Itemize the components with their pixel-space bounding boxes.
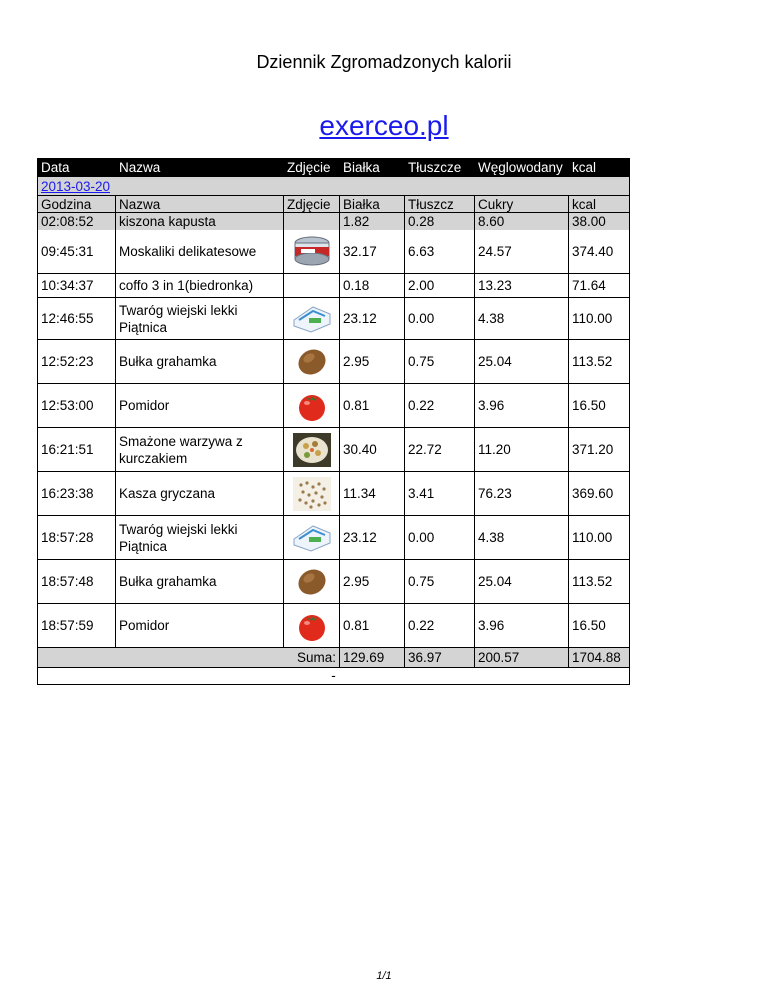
entry-carbs: 4.38 bbox=[475, 516, 569, 560]
entry-protein: 1.82 bbox=[340, 213, 405, 230]
entry-protein: 30.40 bbox=[340, 428, 405, 472]
header-tluszcze: Tłuszcze bbox=[405, 158, 475, 177]
page-number: 1/1 bbox=[376, 970, 392, 982]
entry-kcal: 71.64 bbox=[569, 274, 630, 298]
calorie-log-table bbox=[37, 158, 630, 685]
entry-protein: 11.34 bbox=[340, 472, 405, 516]
table-row bbox=[38, 384, 630, 428]
entry-carbs: 11.20 bbox=[475, 428, 569, 472]
table-row bbox=[38, 560, 630, 604]
table-row bbox=[38, 472, 630, 516]
header-weglowodany: Węglowodany bbox=[475, 158, 569, 177]
entry-name: Moskaliki delikatesowe bbox=[116, 230, 284, 274]
entry-kcal: 371.20 bbox=[569, 428, 630, 472]
entry-name: kiszona kapusta bbox=[116, 213, 284, 230]
tomato-icon bbox=[287, 609, 336, 643]
entry-protein: 0.18 bbox=[340, 274, 405, 298]
entry-carbs: 3.96 bbox=[475, 384, 569, 428]
entry-time: 09:45:31 bbox=[38, 230, 116, 274]
entry-fat: 0.75 bbox=[405, 340, 475, 384]
bread-roll-icon bbox=[287, 345, 336, 379]
subheader-zdjecie: Zdjęcie bbox=[284, 196, 340, 213]
header-kcal: kcal bbox=[569, 158, 630, 177]
entry-protein: 32.17 bbox=[340, 230, 405, 274]
entry-photo bbox=[284, 213, 340, 230]
entry-carbs: 25.04 bbox=[475, 340, 569, 384]
entry-name: Bułka grahamka bbox=[116, 340, 284, 384]
entry-photo bbox=[284, 298, 340, 340]
subheader-kcal: kcal bbox=[569, 196, 630, 213]
entry-time: 12:53:00 bbox=[38, 384, 116, 428]
entry-name: Twaróg wiejski lekki Piątnica bbox=[116, 516, 284, 560]
entry-fat: 0.22 bbox=[405, 384, 475, 428]
entry-time: 16:23:38 bbox=[38, 472, 116, 516]
entry-time: 12:52:23 bbox=[38, 340, 116, 384]
subheader-tluszcz: Tłuszcz bbox=[405, 196, 475, 213]
cottage-cheese-icon bbox=[287, 521, 336, 555]
sum-kcal: 1704.88 bbox=[569, 648, 630, 668]
entry-protein: 0.81 bbox=[340, 384, 405, 428]
first-entry-row bbox=[38, 213, 630, 230]
subheader-bialka: Białka bbox=[340, 196, 405, 213]
entry-kcal: 113.52 bbox=[569, 340, 630, 384]
entry-photo bbox=[284, 274, 340, 298]
subheader-row bbox=[38, 196, 630, 213]
entry-kcal: 369.60 bbox=[569, 472, 630, 516]
date-link[interactable]: 2013-03-20 bbox=[41, 178, 111, 194]
table-row bbox=[38, 604, 630, 648]
subheader-godzina: Godzina bbox=[38, 196, 116, 213]
entry-carbs: 3.96 bbox=[475, 604, 569, 648]
entry-fat: 0.75 bbox=[405, 560, 475, 604]
entry-fat: 0.22 bbox=[405, 604, 475, 648]
date-row bbox=[38, 177, 630, 196]
entry-fat: 3.41 bbox=[405, 472, 475, 516]
bread-roll-icon bbox=[287, 565, 336, 599]
entry-time: 12:46:55 bbox=[38, 298, 116, 340]
entry-protein: 2.95 bbox=[340, 340, 405, 384]
entry-photo bbox=[284, 516, 340, 560]
entry-name: Smażone warzywa z kurczakiem bbox=[116, 428, 284, 472]
tomato-icon bbox=[287, 389, 336, 423]
entry-kcal: 113.52 bbox=[569, 560, 630, 604]
entry-photo bbox=[284, 230, 340, 274]
entry-name: Pomidor bbox=[116, 604, 284, 648]
sum-fat: 36.97 bbox=[405, 648, 475, 668]
entry-time: 18:57:48 bbox=[38, 560, 116, 604]
entry-carbs: 8.60 bbox=[475, 213, 569, 230]
table-row bbox=[38, 230, 630, 274]
sum-label: Suma: bbox=[38, 648, 340, 668]
entry-fat: 6.63 bbox=[405, 230, 475, 274]
entry-time: 18:57:59 bbox=[38, 604, 116, 648]
entry-fat: 0.28 bbox=[405, 213, 475, 230]
entry-time: 16:21:51 bbox=[38, 428, 116, 472]
footer-dash-row bbox=[38, 668, 630, 685]
entry-fat: 0.00 bbox=[405, 298, 475, 340]
entry-protein: 23.12 bbox=[340, 298, 405, 340]
cottage-cheese-icon bbox=[287, 302, 336, 336]
entry-carbs: 76.23 bbox=[475, 472, 569, 516]
entry-name: Kasza gryczana bbox=[116, 472, 284, 516]
buckwheat-icon bbox=[287, 475, 336, 513]
entry-name: Pomidor bbox=[116, 384, 284, 428]
entry-photo bbox=[284, 428, 340, 472]
sum-row bbox=[38, 648, 630, 668]
header-row bbox=[38, 158, 630, 177]
table-row bbox=[38, 340, 630, 384]
entry-kcal: 110.00 bbox=[569, 516, 630, 560]
entries-body bbox=[38, 230, 630, 648]
sum-carbs: 200.57 bbox=[475, 648, 569, 668]
table-row bbox=[38, 274, 630, 298]
entry-fat: 2.00 bbox=[405, 274, 475, 298]
table-row bbox=[38, 428, 630, 472]
header-nazwa: Nazwa bbox=[116, 158, 284, 177]
entry-kcal: 110.00 bbox=[569, 298, 630, 340]
sum-protein: 129.69 bbox=[340, 648, 405, 668]
stir-fry-icon bbox=[287, 431, 336, 469]
entry-protein: 0.81 bbox=[340, 604, 405, 648]
entry-photo bbox=[284, 384, 340, 428]
entry-photo bbox=[284, 560, 340, 604]
entry-name: Bułka grahamka bbox=[116, 560, 284, 604]
subheader-nazwa: Nazwa bbox=[116, 196, 284, 213]
entry-carbs: 24.57 bbox=[475, 230, 569, 274]
entry-carbs: 25.04 bbox=[475, 560, 569, 604]
header-zdjecie: Zdjęcie bbox=[284, 158, 340, 177]
document-title: Dziennik Zgromadzonych kalorii bbox=[256, 52, 512, 72]
entry-kcal: 16.50 bbox=[569, 384, 630, 428]
entry-time: 02:08:52 bbox=[38, 213, 116, 230]
table-row bbox=[38, 298, 630, 340]
entry-carbs: 4.38 bbox=[475, 298, 569, 340]
entry-fat: 22.72 bbox=[405, 428, 475, 472]
entry-time: 18:57:28 bbox=[38, 516, 116, 560]
entry-carbs: 13.23 bbox=[475, 274, 569, 298]
entry-protein: 23.12 bbox=[340, 516, 405, 560]
entry-kcal: 374.40 bbox=[569, 230, 630, 274]
entry-name: coffo 3 in 1(biedronka) bbox=[116, 274, 284, 298]
header-data: Data bbox=[38, 158, 116, 177]
entry-time: 10:34:37 bbox=[38, 274, 116, 298]
subheader-cukry: Cukry bbox=[475, 196, 569, 213]
canned-fish-icon bbox=[287, 233, 336, 269]
entry-name: Twaróg wiejski lekki Piątnica bbox=[116, 298, 284, 340]
entry-photo bbox=[284, 340, 340, 384]
entry-kcal: 16.50 bbox=[569, 604, 630, 648]
entry-photo bbox=[284, 604, 340, 648]
header-bialka: Białka bbox=[340, 158, 405, 177]
footer-dash: - bbox=[38, 668, 630, 685]
entry-photo bbox=[284, 472, 340, 516]
table-row bbox=[38, 516, 630, 560]
site-link[interactable]: exerceo.pl bbox=[319, 110, 449, 141]
entry-kcal: 38.00 bbox=[569, 213, 630, 230]
entry-fat: 0.00 bbox=[405, 516, 475, 560]
entry-protein: 2.95 bbox=[340, 560, 405, 604]
